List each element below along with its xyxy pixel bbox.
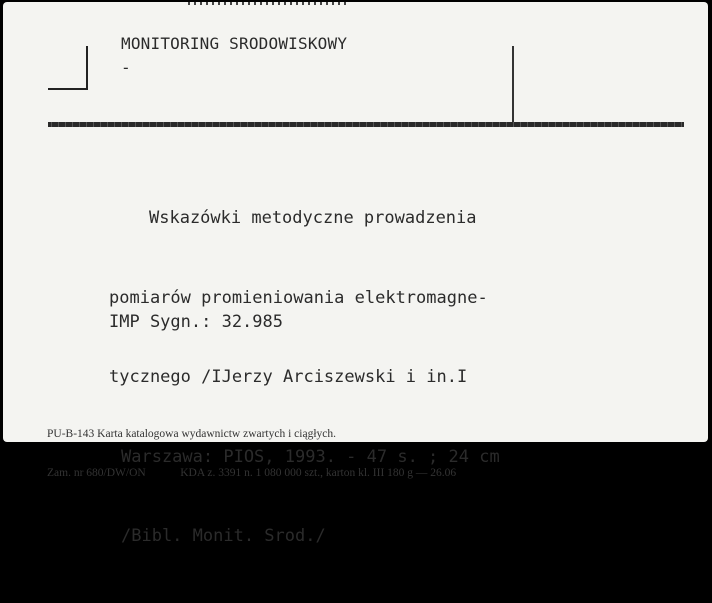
bibliographic-entry [109,152,500,603]
call-number: IMP Sygn.: 32.985 [109,312,283,332]
entry-line-1: Wskazówki metodyczne prowadzenia [149,208,477,228]
entry-line-4: Warszawa: PIOS, 1993. - 47 s. ; 24 cm [121,446,500,467]
entry-line-3: tycznego /IJerzy Arciszewski i in.I [109,367,468,387]
corner-mark [48,46,88,90]
footer-order-number: Zam. nr 680/DW/ON [47,467,146,479]
footer-line-2 [47,467,456,480]
top-dotted-edge [188,2,348,5]
entry-line-5: /Bibl. Monit. Srod./ [121,526,326,546]
printer-footer [47,402,456,506]
entry-line-2: pomiarów promieniowania elektromagne- [109,287,488,308]
footer-line-1: PU-B-143 Karta katalogowa wydawnictw zwartych i ciągłych. [47,428,337,440]
catalog-card [3,2,708,546]
vertical-rule [512,46,514,124]
subject-heading-dash: - [121,58,131,77]
footer-print-info: KDA z. 3391 n. 1 080 000 szt., karton kl. III 180 g — 26.06 [180,467,457,479]
horizontal-rule [48,122,684,127]
subject-heading: MONITORING SRODOWISKOWY [121,34,348,53]
